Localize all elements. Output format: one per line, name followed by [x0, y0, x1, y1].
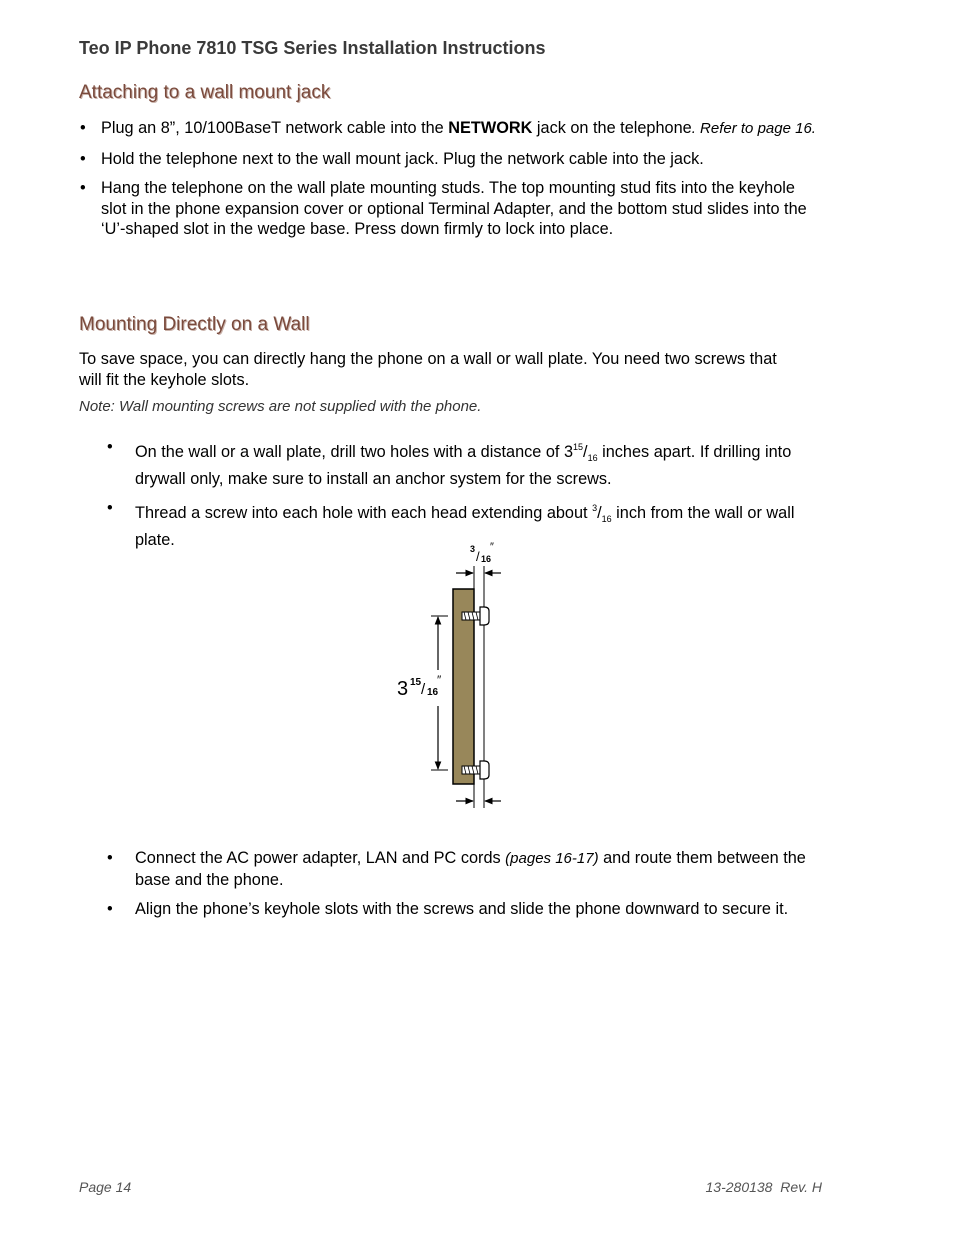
fraction-denominator: 16 — [587, 453, 598, 463]
bullet-icon: • — [107, 900, 113, 918]
step-text: Plug an 8”, 10/100BaseT network cable into the — [101, 119, 449, 137]
step-text: Thread a screw into each hole with each head extending about — [135, 504, 593, 522]
step-text: inches apart. If drilling into drywall only, make sure to install an anchor system for the screws. — [135, 443, 792, 488]
fraction-slash: / — [597, 504, 602, 522]
bullet-icon: • — [107, 499, 113, 517]
page-reference: (pages 16-17) — [505, 850, 599, 867]
footer-document-number: 13-280138 Rev. H — [705, 1179, 822, 1195]
document-header-title: Teo IP Phone 7810 TSG Series Installation Instructions — [79, 38, 546, 58]
section-heading-wall-jack: Attaching to a wall mount jack — [79, 82, 331, 103]
intro-paragraph: To save space, you can directly hang the phone on a wall or wall plate. You need two screws that will fit the keyhole slots. — [79, 350, 777, 389]
bullet-icon: • — [107, 849, 113, 867]
fraction-numerator: 3 — [592, 503, 598, 513]
bullet-icon: • — [80, 149, 86, 168]
step-text: Hold the telephone next to the wall mount jack. Plug the network cable into the jack. — [101, 149, 704, 168]
step-text: inch from the wall or wall plate. — [135, 504, 795, 549]
step-text: Connect the AC power adapter, LAN and PC cords — [135, 849, 506, 867]
section-heading-wall-mount: Mounting Directly on a Wall — [79, 314, 310, 335]
step-text: jack on the telephone — [532, 119, 692, 137]
fraction-numerator: 15 — [573, 442, 584, 452]
bullet-icon: • — [80, 119, 86, 137]
bullet-icon: • — [80, 179, 86, 197]
list-item — [79, 848, 821, 890]
network-jack-label: NETWORK — [448, 119, 533, 137]
fraction-denominator: 16 — [601, 514, 612, 524]
screw-extension-label: 3/16″ — [470, 541, 494, 564]
screw-spacing-label: 3 15/ 16″ — [397, 673, 442, 700]
step-text: Hang the telephone on the wall plate mounting studs. The top mounting stud fits into the keyhole slot in the phone expansion cover or optional Terminal Adapter, and the bottom stud slides into the ‘U’-shaped slot in the wedge base. Press down firmly to lock into place. — [101, 179, 807, 238]
step-text: and route them between the base and the phone. — [135, 849, 806, 889]
list-item — [79, 899, 821, 920]
wall-mount-final-steps-list — [79, 848, 821, 920]
step-text: On the wall or a wall plate, drill two holes with a distance of 3 — [135, 443, 574, 461]
bullet-icon: • — [107, 438, 113, 456]
note-text: Note: Wall mounting screws are not supplied with the phone. — [79, 398, 482, 415]
fraction-slash: / — [583, 443, 588, 461]
step-text: Align the phone’s keyhole slots with the screws and slide the phone downward to secure it. — [135, 900, 789, 918]
page-reference: . Refer to page 16. — [691, 120, 816, 137]
footer-page-number: Page 14 — [79, 1179, 132, 1195]
